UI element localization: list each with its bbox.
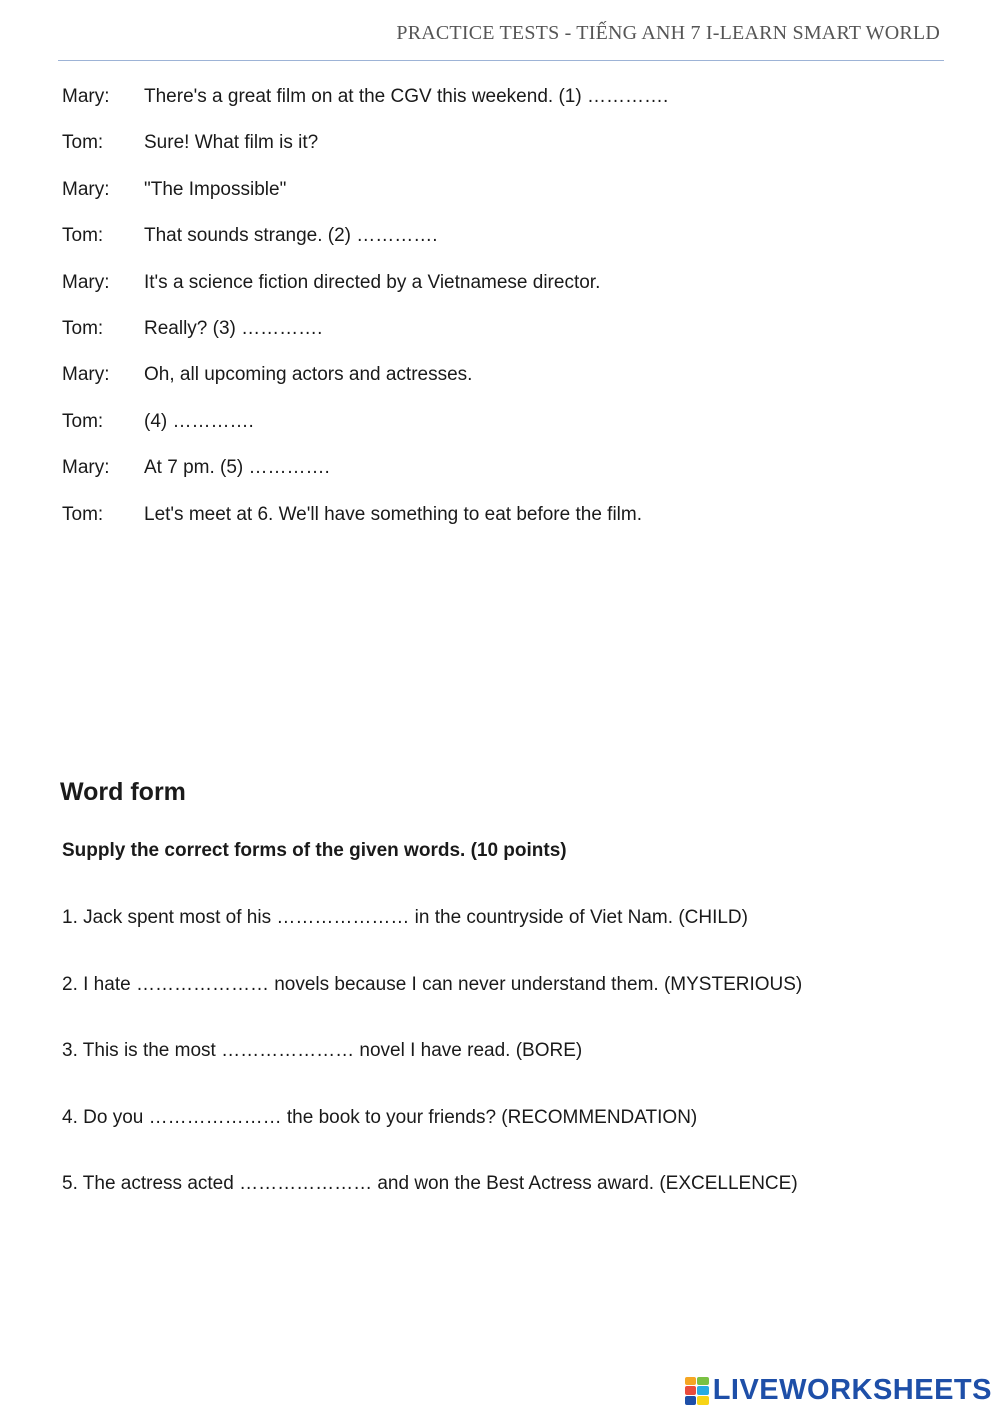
dialogue-text: "The Impossible" bbox=[144, 178, 287, 200]
dialogue-line bbox=[62, 362, 942, 408]
dialogue-text: Let's meet at 6. We'll have something to eat before the film. bbox=[144, 503, 642, 525]
dialogue-line bbox=[62, 177, 942, 223]
logo-tile bbox=[697, 1386, 709, 1395]
dialogue-line bbox=[62, 409, 942, 455]
dialogue-line bbox=[62, 130, 942, 176]
dialogue-text: It's a science fiction directed by a Vietnamese director. bbox=[144, 271, 601, 293]
dialogue-line bbox=[62, 455, 942, 501]
speaker-label: Tom: bbox=[62, 317, 104, 339]
dialogue-line bbox=[62, 316, 942, 362]
speaker-label: Tom: bbox=[62, 132, 104, 154]
speaker-label: Mary: bbox=[62, 364, 110, 386]
logo-tile bbox=[685, 1396, 697, 1405]
speaker-label: Mary: bbox=[62, 457, 110, 479]
header-divider bbox=[58, 60, 944, 61]
dialogue-line bbox=[62, 270, 942, 316]
word-form-questions bbox=[62, 905, 942, 1238]
question-item: 3. This is the most ………………… novel I have read. (BORE) bbox=[62, 1040, 583, 1061]
question-item: 5. The actress acted ………………… and won the Best Actress award. (EXCELLENCE) bbox=[62, 1173, 798, 1194]
dialogue bbox=[62, 84, 942, 548]
watermark-text: LIVEWORKSHEETS bbox=[712, 1374, 992, 1406]
dialogue-text: Oh, all upcoming actors and actresses. bbox=[144, 364, 473, 386]
dialogue-text: Sure! What film is it? bbox=[144, 132, 319, 154]
speaker-label: Tom: bbox=[62, 503, 104, 525]
dialogue-text: (4) …………. bbox=[144, 410, 254, 432]
speaker-label: Tom: bbox=[62, 410, 104, 432]
speaker-label: Tom: bbox=[62, 225, 104, 247]
question-item: 1. Jack spent most of his ………………… in the countryside of Viet Nam. (CHILD) bbox=[62, 907, 748, 928]
speaker-label: Mary: bbox=[62, 271, 110, 293]
liveworksheets-watermark bbox=[685, 1374, 992, 1407]
dialogue-line bbox=[62, 223, 942, 269]
section-title-word-form: Word form bbox=[60, 778, 186, 806]
page-header: PRACTICE TESTS - TIẾNG ANH 7 I-LEARN SMART WORLD bbox=[396, 22, 940, 44]
speaker-label: Mary: bbox=[62, 178, 110, 200]
dialogue-text: That sounds strange. (2) …………. bbox=[144, 225, 438, 247]
dialogue-line bbox=[62, 84, 942, 130]
dialogue-text: Really? (3) …………. bbox=[144, 317, 323, 339]
dialogue-text: At 7 pm. (5) …………. bbox=[144, 457, 330, 479]
dialogue-line bbox=[62, 502, 942, 548]
logo-tile bbox=[685, 1377, 697, 1386]
logo-tile bbox=[697, 1396, 709, 1405]
speaker-label: Mary: bbox=[62, 86, 110, 107]
question-item: 4. Do you ………………… the book to your friends? (RECOMMENDATION) bbox=[62, 1106, 698, 1128]
liveworksheets-logo-icon bbox=[685, 1377, 709, 1405]
question-item: 2. I hate ………………… novels because I can never understand them. (MYSTERIOUS) bbox=[62, 973, 803, 995]
logo-tile bbox=[685, 1386, 697, 1395]
dialogue-text: There's a great film on at the CGV this weekend. (1) …………. bbox=[144, 86, 669, 107]
word-form-instruction: Supply the correct forms of the given words. (10 points) bbox=[62, 840, 567, 861]
logo-tile bbox=[697, 1377, 709, 1386]
